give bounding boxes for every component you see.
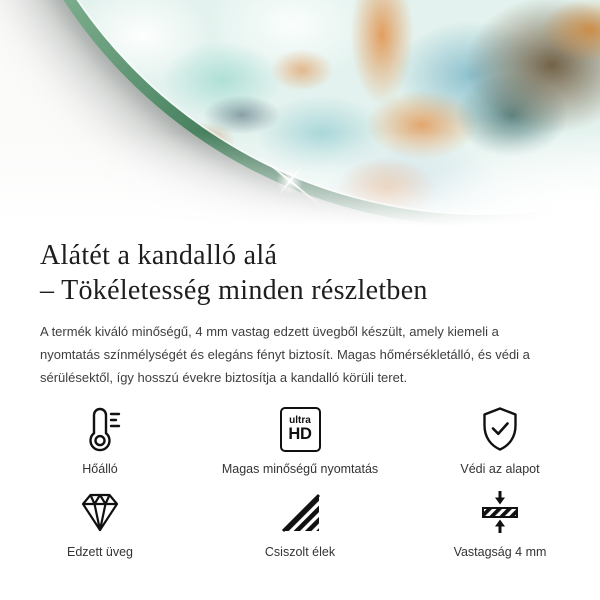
glass-disc-marble-print <box>0 0 600 215</box>
feature-label: Csiszolt élek <box>264 545 336 559</box>
glass-disc <box>0 0 600 226</box>
thickness-icon <box>478 488 522 536</box>
page-title <box>40 238 600 308</box>
product-description: A termék kiváló minőségű, 4 mm vastag edzett üvegből készült, amely kiemeli a nyomtatás színmélységét és elegáns fényt biztosít. Magas hőmérsékletálló, és védi a sérülésektől, így hosszú évekre biztosítja a kandalló körüli teret. <box>40 324 530 385</box>
feature-label: Hőálló <box>82 462 118 476</box>
ultra-hd-icon: ultra HD <box>280 405 321 453</box>
polished-edges-icon <box>278 488 322 536</box>
product-info-section <box>0 230 600 559</box>
page-title-line1: Alátét a kandalló alá <box>40 240 278 271</box>
feature-label: Magas minőségű nyomtatás <box>221 462 379 476</box>
feature-tempered-glass <box>0 488 200 559</box>
shield-check-icon <box>478 405 522 453</box>
feature-grid <box>0 405 600 559</box>
feature-label: Edzett üveg <box>66 545 133 559</box>
feature-hd-print <box>200 405 400 476</box>
diamond-icon <box>78 488 122 536</box>
page-title-line2: – Tökéletesség minden részletben <box>40 275 428 306</box>
feature-label: Vastagság 4 mm <box>453 545 547 559</box>
feature-label: Védi az alapot <box>460 462 540 476</box>
feature-polished-edges <box>200 488 400 559</box>
thermometer-icon <box>78 405 122 453</box>
feature-thickness <box>400 488 600 559</box>
product-hero-image <box>0 0 600 236</box>
feature-base-protection <box>400 405 600 476</box>
feature-heat-resistant <box>0 405 200 476</box>
